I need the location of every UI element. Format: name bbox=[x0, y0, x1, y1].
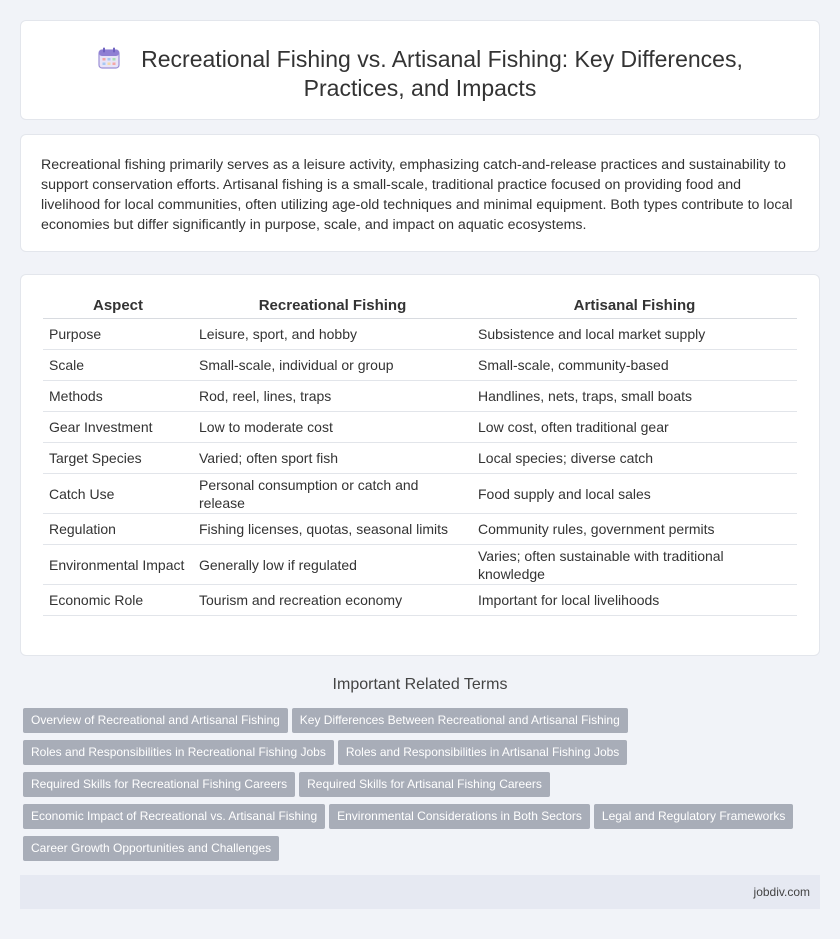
table-row bbox=[43, 545, 797, 585]
cell-aspect: Target Species bbox=[43, 443, 193, 474]
cell-aspect: Gear Investment bbox=[43, 412, 193, 443]
related-term-link[interactable]: Required Skills for Artisanal Fishing Careers bbox=[299, 772, 550, 797]
cell-aspect: Catch Use bbox=[43, 474, 193, 514]
table-row bbox=[43, 319, 797, 350]
footer bbox=[20, 875, 820, 909]
cell-recreational: Tourism and recreation economy bbox=[193, 585, 472, 616]
cell-aspect: Economic Role bbox=[43, 585, 193, 616]
table-row bbox=[43, 474, 797, 514]
related-term-link[interactable]: Environmental Considerations in Both Sectors bbox=[329, 804, 590, 829]
cell-recreational: Low to moderate cost bbox=[193, 412, 472, 443]
comparison-card bbox=[20, 274, 820, 656]
comparison-table bbox=[43, 297, 797, 616]
cell-artisanal: Subsistence and local market supply bbox=[472, 319, 797, 350]
cell-aspect: Environmental Impact bbox=[43, 545, 193, 585]
cell-artisanal: Important for local livelihoods bbox=[472, 585, 797, 616]
title-line-1: Recreational Fishing vs. Artisanal Fishing: Key Differences, bbox=[141, 46, 743, 72]
cell-artisanal: Food supply and local sales bbox=[472, 474, 797, 514]
cell-aspect: Scale bbox=[43, 350, 193, 381]
related-term-link[interactable]: Overview of Recreational and Artisanal Fishing bbox=[23, 708, 288, 733]
table-row bbox=[43, 412, 797, 443]
cell-artisanal: Handlines, nets, traps, small boats bbox=[472, 381, 797, 412]
cell-aspect: Purpose bbox=[43, 319, 193, 350]
related-term-link[interactable]: Key Differences Between Recreational and Artisanal Fishing bbox=[292, 708, 628, 733]
related-term-link[interactable]: Required Skills for Recreational Fishing Careers bbox=[23, 772, 295, 797]
cell-recreational: Personal consumption or catch and release bbox=[193, 474, 472, 514]
related-term-link[interactable]: Roles and Responsibilities in Recreational Fishing Jobs bbox=[23, 740, 334, 765]
cell-aspect: Methods bbox=[43, 381, 193, 412]
cell-recreational: Fishing licenses, quotas, seasonal limits bbox=[193, 514, 472, 545]
cell-recreational: Rod, reel, lines, traps bbox=[193, 381, 472, 412]
related-terms-list bbox=[23, 708, 823, 868]
related-term-link[interactable]: Legal and Regulatory Frameworks bbox=[594, 804, 793, 829]
related-term-link[interactable]: Economic Impact of Recreational vs. Artisanal Fishing bbox=[23, 804, 325, 829]
cell-artisanal: Small-scale, community-based bbox=[472, 350, 797, 381]
header-artisanal: Artisanal Fishing bbox=[472, 297, 797, 319]
header-aspect: Aspect bbox=[43, 297, 193, 319]
related-term-link[interactable]: Career Growth Opportunities and Challenges bbox=[23, 836, 279, 861]
cell-recreational: Generally low if regulated bbox=[193, 545, 472, 585]
related-terms-title: Important Related Terms bbox=[332, 676, 508, 693]
page-title bbox=[21, 45, 819, 103]
cell-recreational: Small-scale, individual or group bbox=[193, 350, 472, 381]
table-row bbox=[43, 585, 797, 616]
table-row bbox=[43, 350, 797, 381]
related-term-link[interactable]: Roles and Responsibilities in Artisanal Fishing Jobs bbox=[338, 740, 627, 765]
cell-artisanal: Community rules, government permits bbox=[472, 514, 797, 545]
cell-artisanal: Low cost, often traditional gear bbox=[472, 412, 797, 443]
cell-artisanal: Varies; often sustainable with traditional knowledge bbox=[472, 545, 797, 585]
footer-site: jobdiv.com bbox=[753, 885, 810, 899]
table-header-row bbox=[43, 297, 797, 319]
table-row bbox=[43, 443, 797, 474]
cell-recreational: Varied; often sport fish bbox=[193, 443, 472, 474]
intro-card bbox=[20, 134, 820, 252]
cell-artisanal: Local species; diverse catch bbox=[472, 443, 797, 474]
page-header bbox=[20, 20, 820, 120]
header-recreational: Recreational Fishing bbox=[193, 297, 472, 319]
title-line-2: Practices, and Impacts bbox=[303, 75, 537, 101]
intro-text: Recreational fishing primarily serves as a leisure activity, emphasizing catch-and-release practices and sustainability to support conservation efforts. Artisanal fishing is a small-scale, traditional practice focused on providing food and livelihood for local communities, often utilizing age-old techniques and minimal equipment. Both types contribute to local economies but differ significantly in purpose, scale, and impact on aquatic ecosystems. bbox=[41, 157, 793, 233]
table-row bbox=[43, 381, 797, 412]
cell-aspect: Regulation bbox=[43, 514, 193, 545]
calendar-icon bbox=[97, 46, 121, 70]
table-row bbox=[43, 514, 797, 545]
cell-recreational: Leisure, sport, and hobby bbox=[193, 319, 472, 350]
